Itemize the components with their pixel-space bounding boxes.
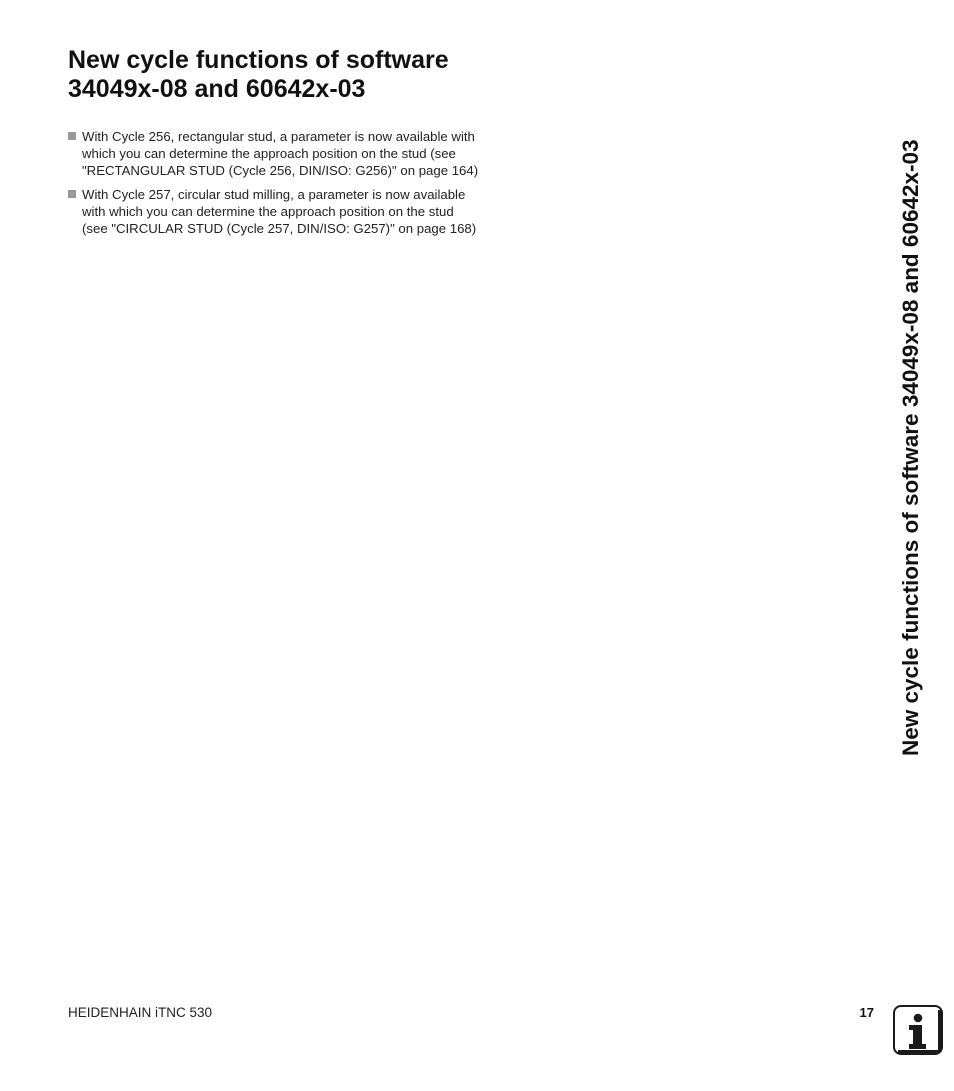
list-item-line: which you can determine the approach position on the stud (see xyxy=(82,146,456,161)
page-title-line-2: 34049x-08 and 60642x-03 xyxy=(68,75,366,103)
list-item-line: with which you can determine the approach position on the stud xyxy=(82,204,454,219)
list-item-line: (see "CIRCULAR STUD (Cycle 257, DIN/ISO: G257)" on page 168) xyxy=(82,221,477,236)
list-item-line: "RECTANGULAR STUD (Cycle 256, DIN/ISO: G256)" on page 164) xyxy=(82,163,479,178)
square-bullet-icon xyxy=(68,190,76,198)
page-title-line-1: New cycle functions of software xyxy=(68,46,449,74)
feature-list xyxy=(68,128,518,244)
list-item-line: With Cycle 256, rectangular stud, a parameter is now available with xyxy=(82,129,475,144)
footer-product-name: HEIDENHAIN iTNC 530 xyxy=(68,1005,213,1020)
square-bullet-icon xyxy=(68,132,76,140)
list-item xyxy=(68,186,518,237)
list-item-line: With Cycle 257, circular stud milling, a parameter is now available xyxy=(82,187,466,202)
side-running-title: New cycle functions of software 34049x-08 and 60642x-03 xyxy=(898,139,923,756)
page-title xyxy=(68,46,538,104)
info-icon xyxy=(893,1005,943,1055)
list-item xyxy=(68,128,518,179)
page-number: 17 xyxy=(859,1005,874,1020)
